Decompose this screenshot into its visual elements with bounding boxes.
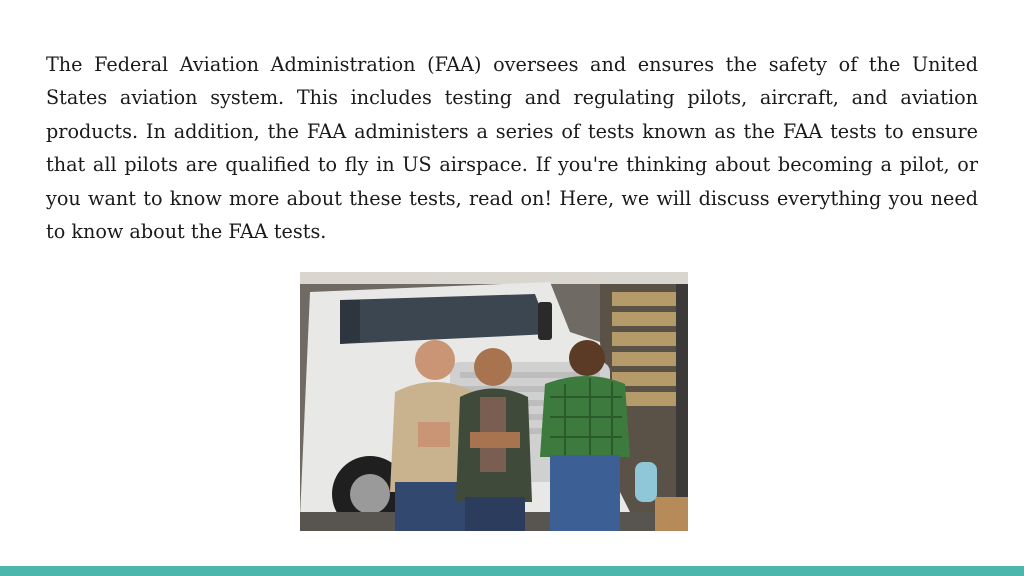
photo-illustration — [300, 272, 688, 531]
body-paragraph: The Federal Aviation Administration (FAA) oversees and ensures the safety of the United States aviation system. This includes testing and regulating pilots, aircraft, and aviation products. In addition, the FAA administers a series of tests known as the FAA tests to ensure that all pilots are qualified to fly in US airspace. If you're thinking about becoming a pilot, or you want to know more about these tests, read on! Here, we will discuss everything you need to know about the FAA tests. — [46, 53, 978, 244]
photo-three-men-with-truck — [300, 272, 688, 531]
bottom-accent-bar — [0, 566, 1024, 576]
